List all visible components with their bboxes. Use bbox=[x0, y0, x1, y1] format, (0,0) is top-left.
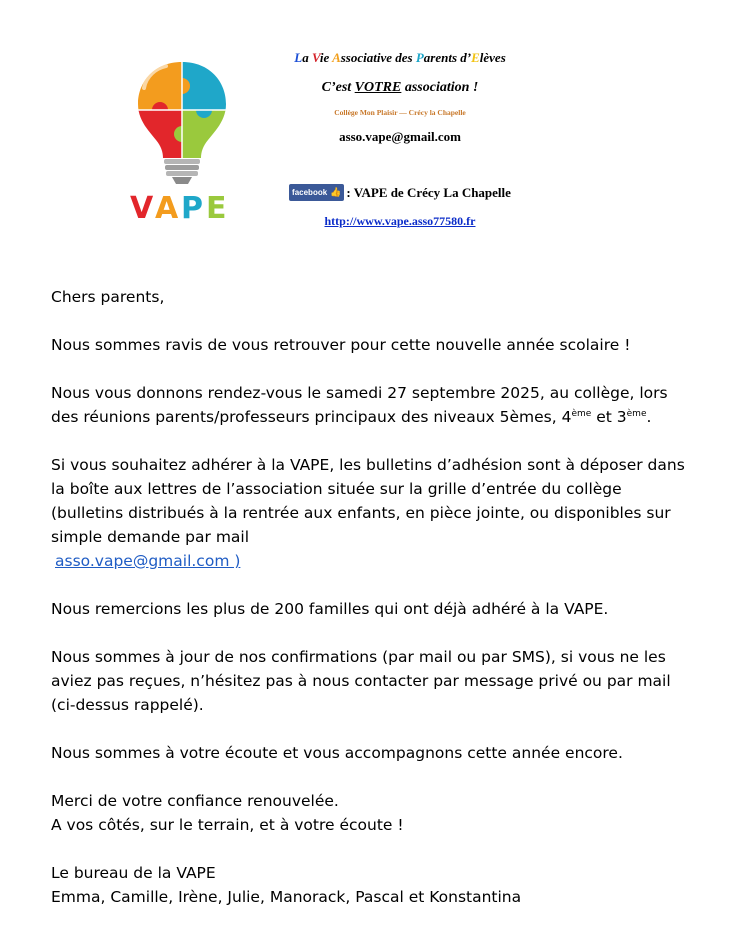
greeting: Chers parents, bbox=[51, 288, 165, 306]
association-full-name bbox=[255, 50, 545, 66]
facebook-badge[interactable] bbox=[289, 184, 344, 201]
letter-body bbox=[51, 285, 731, 909]
tagline-post: association ! bbox=[401, 80, 479, 95]
initial-v: V bbox=[311, 50, 320, 65]
paragraph-thanks: Nous remercions les plus de 200 familles qui ont déjà adhéré à la VAPE. bbox=[51, 600, 609, 618]
paragraph-confirmations-line3: (ci-dessus rappelé). bbox=[51, 696, 204, 714]
website-link[interactable]: http://www.vape.asso77580.fr bbox=[324, 214, 476, 228]
initial-e: E bbox=[471, 50, 480, 65]
closing-line1: Merci de votre confiance renouvelée. bbox=[51, 792, 339, 810]
svg-text:A: A bbox=[155, 191, 179, 226]
meeting-text: et 3 bbox=[591, 408, 627, 426]
tagline bbox=[255, 80, 545, 96]
tagline-emphasis: VOTRE bbox=[354, 80, 402, 95]
meeting-text: des réunions parents/professeurs principaux des niveaux 5èmes, 4 bbox=[51, 408, 572, 426]
school-name: Collège Mon Plaisir — Crécy la Chapelle bbox=[334, 108, 466, 117]
facebook-line bbox=[255, 184, 545, 201]
paragraph-membership-line3: (bulletins distribués à la rentrée aux enfants, en pièce jointe, ou disponibles sur bbox=[51, 504, 671, 522]
svg-text:P: P bbox=[181, 191, 203, 226]
title-part: lèves bbox=[479, 50, 506, 65]
facebook-badge-label: facebook bbox=[292, 188, 328, 197]
superscript: ème bbox=[626, 409, 647, 419]
paragraph-welcome: Nous sommes ravis de vous retrouver pour cette nouvelle année scolaire ! bbox=[51, 336, 631, 354]
initial-a: A bbox=[332, 50, 341, 65]
vape-lightbulb-logo bbox=[128, 58, 236, 226]
tagline-pre: C’est bbox=[321, 80, 355, 95]
initial-l: L bbox=[294, 50, 303, 65]
signature-title: Le bureau de la VAPE bbox=[51, 864, 216, 882]
svg-text:V: V bbox=[130, 191, 154, 226]
facebook-page-name: : VAPE de Crécy La Chapelle bbox=[346, 184, 511, 200]
svg-text:E: E bbox=[206, 191, 227, 226]
superscript: ème bbox=[571, 409, 592, 419]
membership-email-line bbox=[51, 549, 731, 573]
title-part: ssociative des bbox=[340, 50, 416, 65]
paragraph-membership-line2: la boîte aux lettres de l’association située sur la grille d’entrée du collège bbox=[51, 480, 622, 498]
title-part: ie bbox=[319, 50, 333, 65]
title-part: arents d’ bbox=[423, 50, 472, 65]
paragraph-listening: Nous sommes à votre écoute et vous accompagnons cette année encore. bbox=[51, 744, 623, 762]
header-email: asso.vape@gmail.com bbox=[339, 129, 461, 144]
thumbs-up-icon: 👍 bbox=[330, 187, 342, 197]
paragraph-membership-line1: Si vous souhaitez adhérer à la VAPE, les bulletins d’adhésion sont à déposer dans bbox=[51, 456, 685, 474]
paragraph-confirmations-line2: aviez pas reçues, n’hésitez pas à nous contacter par message privé ou par mail bbox=[51, 672, 671, 690]
initial-p: P bbox=[415, 50, 424, 65]
closing-line2: A vos côtés, sur le terrain, et à votre écoute ! bbox=[51, 816, 404, 834]
paragraph-confirmations-line1: Nous sommes à jour de nos confirmations (par mail ou par SMS), si vous ne les bbox=[51, 648, 666, 666]
signature-names: Emma, Camille, Irène, Julie, Manorack, Pascal et Konstantina bbox=[51, 888, 522, 906]
paragraph-meeting-line1: Nous vous donnons rendez-vous le samedi 27 septembre 2025, au collège, lors bbox=[51, 384, 668, 402]
paragraph-meeting-line2 bbox=[51, 405, 731, 429]
meeting-text: . bbox=[646, 408, 652, 426]
title-part: a bbox=[302, 50, 312, 65]
paragraph-membership-line4: simple demande par mail bbox=[51, 528, 250, 546]
email-link[interactable]: asso.vape@gmail.com ) bbox=[55, 552, 241, 570]
